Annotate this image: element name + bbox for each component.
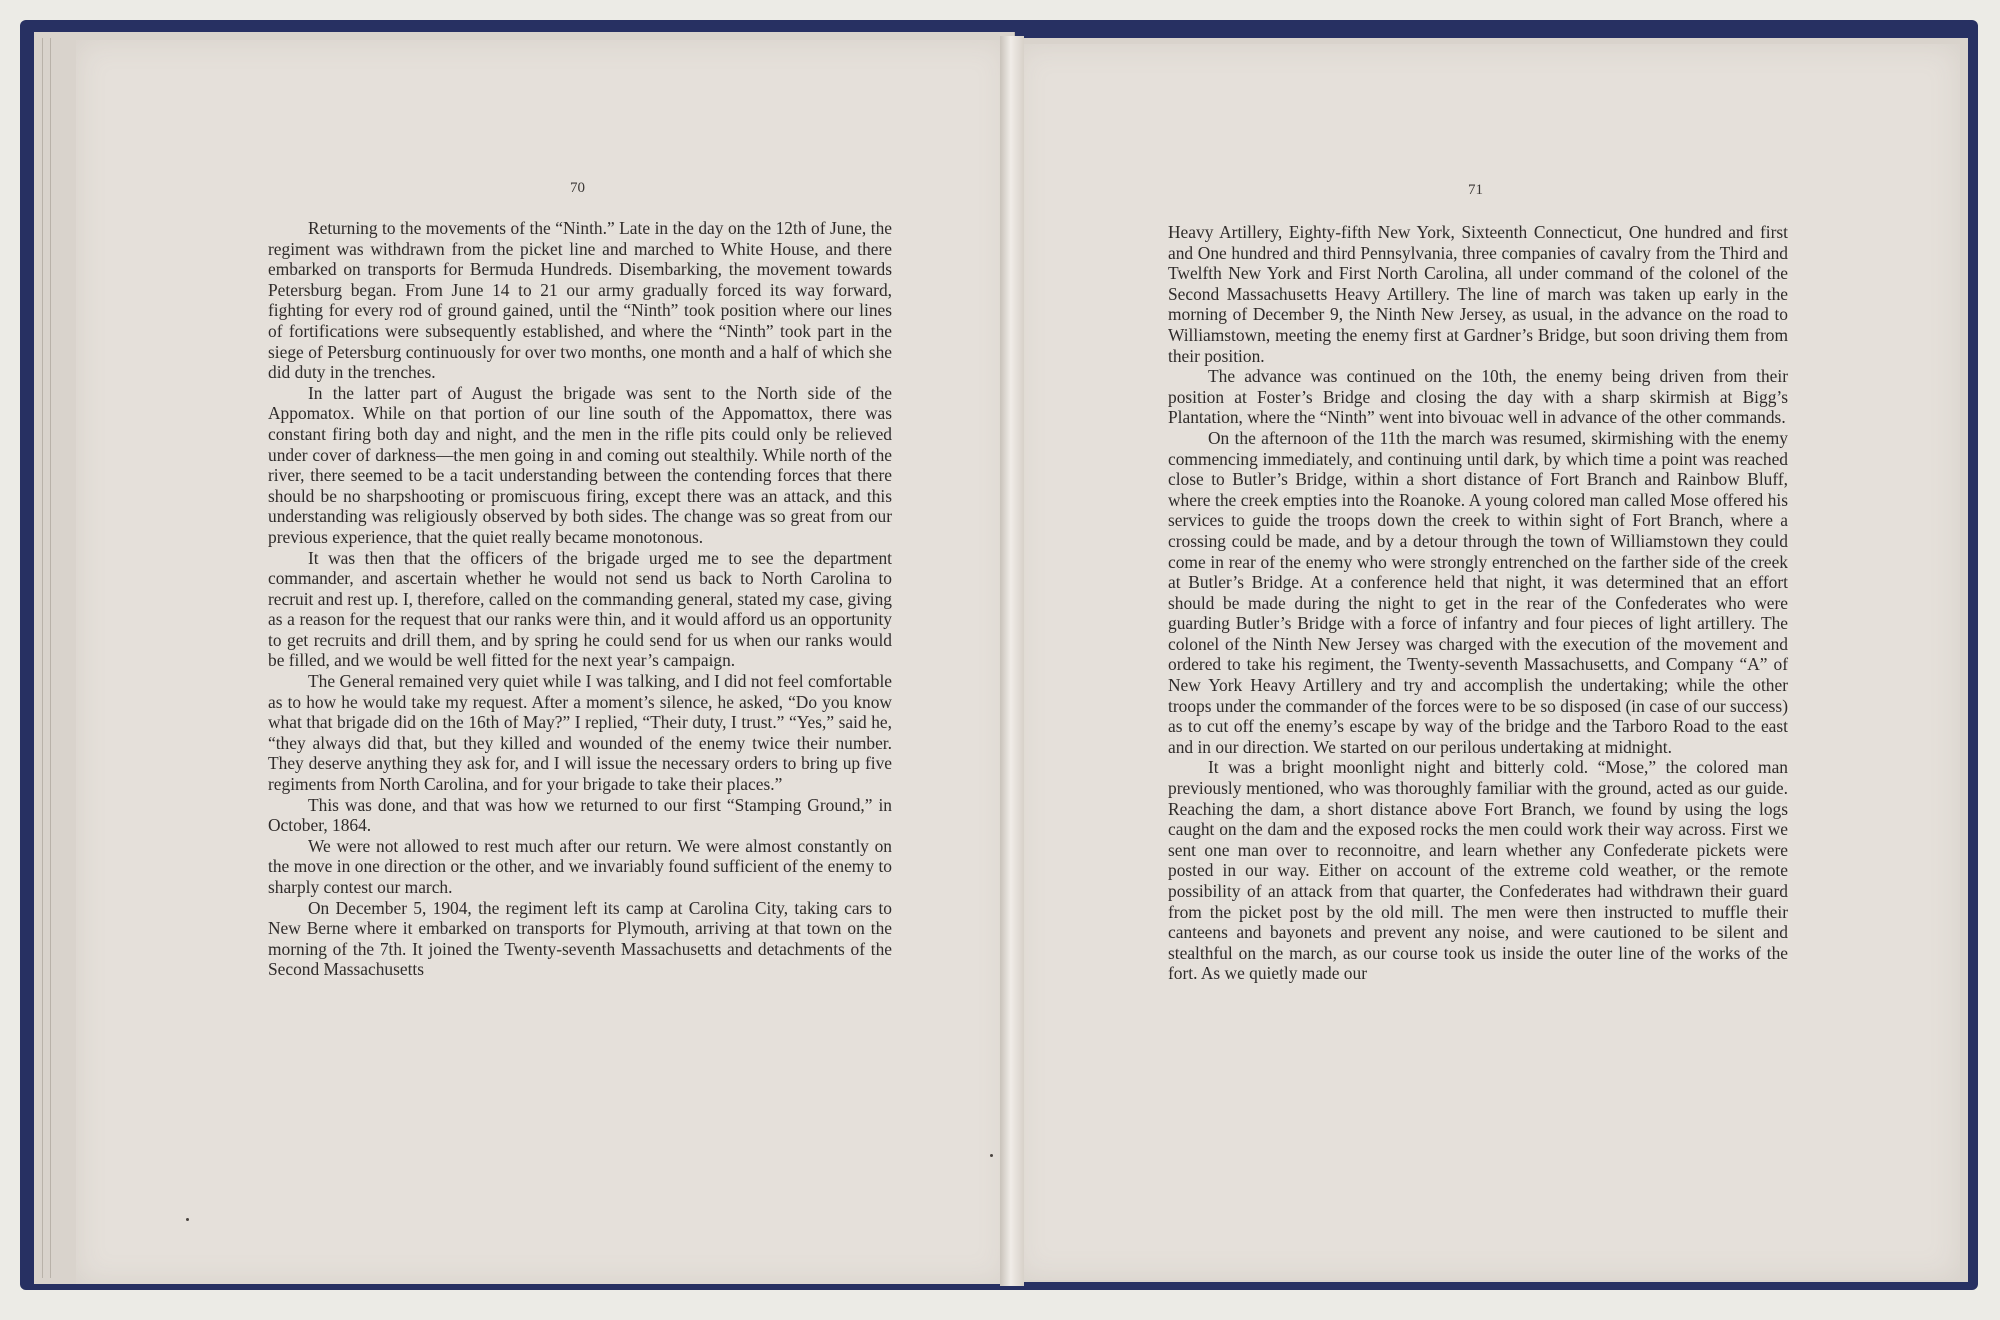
paragraph: The advance was continued on the 10th, the enemy being driven from their position at Foster’s Bridge and closing the day with a sharp skirmish at Bigg’s Plantation, where the “Ninth” went into bivouac well in advance of the other commands.	[1168, 366, 1788, 428]
paragraph: It was a bright moonlight night and bitterly cold. “Mose,” the colored man previously mentioned, who was thoroughly familiar with the ground, acted as our guide. Reaching the dam, a short distance above Fort Branch, we found by using the logs caught on the dam and the exposed rocks the men could work their way across. First we sent one man over to reconnoitre, and learn whether any Confederate pickets were posted in our way. Either on account of the extreme cold weather, or the remote possibility of an attack from that quarter, the Confederates had withdrawn their guard from the picket post by the old mill. The men were then instructed to muffle their canteens and bayonets and prevent any noise, and were cautioned to be silent and stealthful on the march, as our course took us inside the outer line of the works of the fort. As we quietly made our	[1168, 757, 1788, 984]
paragraph: On December 5, 1904, the regiment left its camp at Carolina City, taking cars to New Berne where it embarked on transports for Plymouth, arriving at that town on the morning of the 7th. It joined the Twenty-seventh Massachusetts and detachments of the Second Massachusetts	[268, 897, 892, 980]
paragraph: We were not allowed to rest much after our return. We were almost constantly on the move in one direction or the other, and we invariably found sufficient of the enemy to sharply contest our march.	[268, 835, 892, 897]
paragraph: The General remained very quiet while I was talking, and I did not feel comfortable as to how he would take my request. After a moment’s silence, he asked, “Do you know what that brigade did on the 16th of May?” I replied, “Their duty, I trust.” “Yes,” said he, “they always did that, but they killed and wounded of the enemy twice their number. They deserve anything they ask for, and I will issue the necessary orders to bring up five regiments from North Carolina, and for your brigade to take their places.”	[268, 671, 892, 795]
right-page-text	[1168, 222, 1788, 984]
paragraph: This was done, and that was how we returned to our first “Stamping Ground,” in October, 1864.	[268, 794, 892, 836]
paragraph: On the afternoon of the 11th the march was resumed, skirmishing with the enemy commencing immediately, and continuing until dark, by which time a point was reached close to Butler’s Bridge, within a short distance of Fort Branch and Rainbow Bluff, where the creek empties into the Roanoke. A young colored man called Mose offered his services to guide the troops down the creek to within sight of Fort Branch, where a crossing could be made, and by a detour through the town of Williamstown they could come in rear of the enemy who were strongly entrenched on the farther side of the creek at Butler’s Bridge. At a conference held that night, it was determined that an effort should be made during the night to get in the rear of the Confederates who were guarding Butler’s Bridge with a force of infantry and four pieces of light artillery. The colonel of the Ninth New Jersey was charged with the execution of the movement and ordered to take his regiment, the Twenty-seventh Massachusetts, and Company “A” of New York Heavy Artillery and try and accomplish the undertaking; while the other troops under the commander of the forces were to be so disposed (in case of our success) as to cut off the enemy’s escape by way of the bridge and the Tarboro Road to the east and in our direction. We started on our perilous undertaking at midnight.	[1168, 427, 1788, 757]
page-number-left: 70	[570, 180, 585, 196]
paper-speck	[990, 1154, 993, 1157]
page-number-right: 71	[1468, 182, 1483, 198]
paragraph: In the latter part of August the brigade was sent to the North side of the Appomatox. While on that portion of our line south of the Appomattox, there was constant firing both day and night, and the men in the rifle pits could only be relieved under cover of darkness—the men going in and coming out stealthily. While north of the river, there seemed to be a tacit understanding between the contending forces that there should be no sharpshooting or promiscuous firing, except there was an attack, and this understanding was religiously observed by both sides. The change was so great from our previous experience, that the quiet really became monotonous.	[268, 382, 892, 547]
paragraph: It was then that the officers of the brigade urged me to see the department commander, and ascertain whether he would not send us back to North Carolina to recruit and rest up. I, therefore, called on the commanding general, stated my case, giving as a reason for the request that our ranks were thin, and it would afford us an opportunity to get recruits and drill them, and by spring he could send for us when our ranks would be filled, and we would be well fitted for the next year’s campaign.	[268, 547, 892, 671]
book-gutter	[1000, 36, 1024, 1286]
left-page-text	[268, 218, 892, 980]
paper-speck	[186, 1218, 189, 1221]
paragraph: Heavy Artillery, Eighty-fifth New York, Sixteenth Connecticut, One hundred and first and One hundred and third Pennsylvania, three companies of cavalry from the Third and Twelfth New York and First North Carolina, all under command of the colonel of the Second Massachusetts Heavy Artillery. The line of march was taken up early in the morning of December 9, the Ninth New Jersey, as usual, in the advance on the road to Williamstown, meeting the enemy first at Gardner’s Bridge, but soon driving them from their position.	[1168, 222, 1788, 366]
paragraph: Returning to the movements of the “Ninth.” Late in the day on the 12th of June, the regiment was withdrawn from the picket line and marched to White House, and there embarked on transports for Bermuda Hundreds. Disembarking, the movement towards Petersburg began. From June 14 to 21 our army gradually forced its way forward, fighting for every rod of ground gained, until the “Ninth” took position where our lines of fortifications were subsequently established, and where the “Ninth” took part in the siege of Petersburg continuously for over two months, one month and a half of which she did duty in the trenches.	[268, 218, 892, 383]
